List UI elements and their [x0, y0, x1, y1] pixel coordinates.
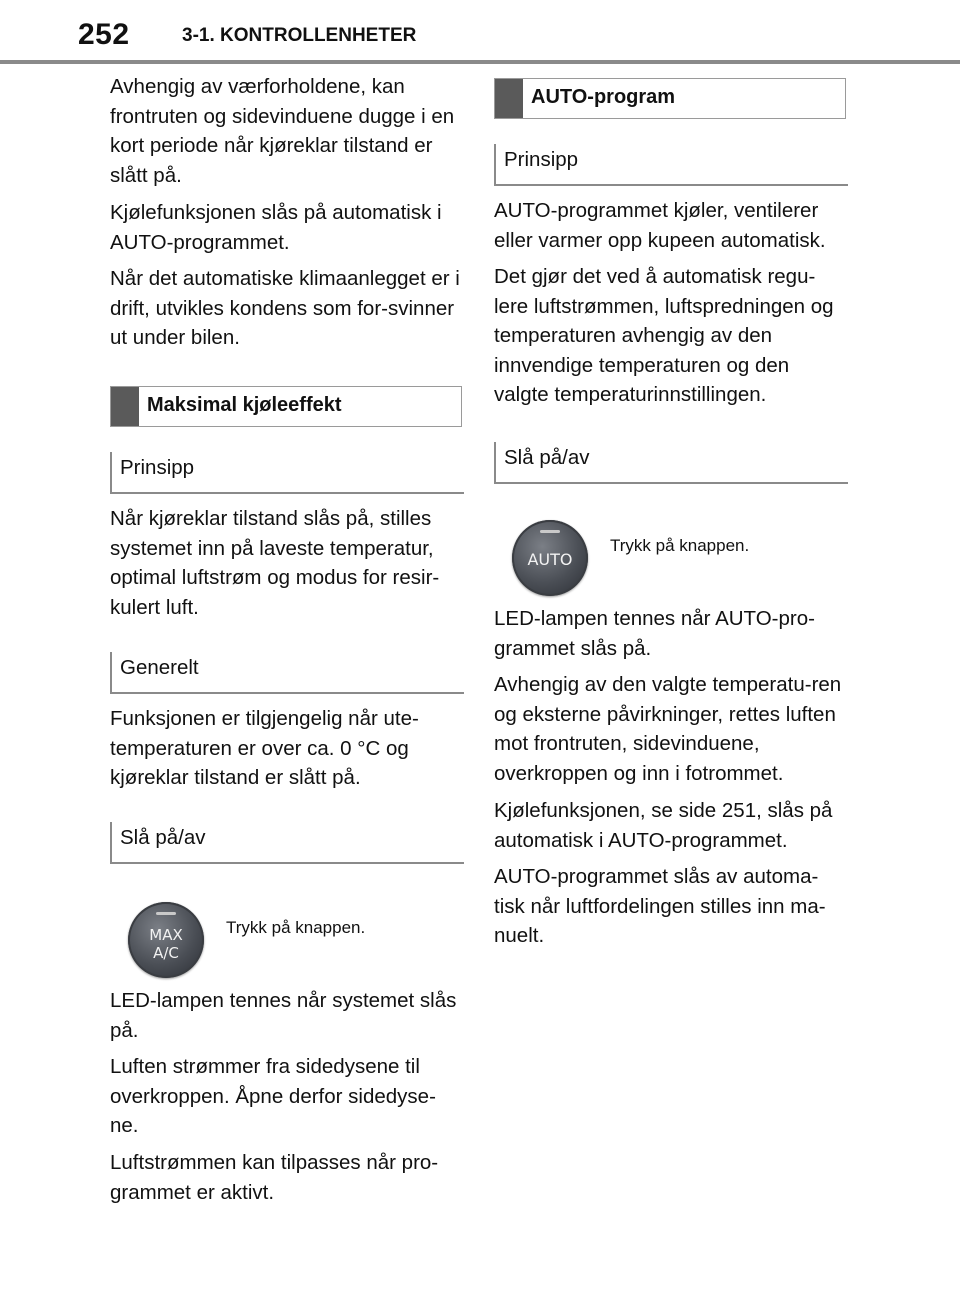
subheading-principle [110, 452, 464, 494]
page-header [0, 0, 960, 66]
heading-bar [111, 387, 139, 426]
subheading-on-off [494, 442, 848, 484]
auto-button-caption: Trykk på knappen. [610, 536, 750, 555]
auto-distribution-paragraph: Avhengig av den valgte temperatu-ren og eksterne påvirkninger, rettes luften mot frontruten, sidevinduene, overkroppen og inn i fotrommet. [494, 673, 842, 785]
auto-button-label: AUTO [527, 550, 573, 569]
subheading-label: Slå på/av [120, 826, 206, 849]
subheading-label: Generelt [120, 656, 199, 679]
auto-principle-paragraph-2: Det gjør det ved å automatisk regu-lere luftstrømmen, luftspredningen og temperaturen avhengig av den innvendige temperaturen og den valgte temperaturinnstillingen. [494, 265, 834, 406]
principle-paragraph: Når kjøreklar tilstand slås på, stilles systemet inn på laveste temperatur, optimal luftstrøm og modus for resir-kulert luft. [110, 507, 440, 619]
auto-button-illustration [512, 520, 592, 600]
adjust-paragraph: Luftstrømmen kan tilpasses når pro-grammet er aktivt. [110, 1151, 439, 1204]
subheading-label: Prinsipp [504, 148, 579, 171]
airflow-paragraph: Luften strømmer fra sidedysene til overkroppen. Åpne derfor sidedyse-ne. [110, 1055, 436, 1137]
led-indicator [540, 530, 560, 533]
auto-off-paragraph: AUTO-programmet slås av automa-tisk når luftfordelingen stilles inn ma-nuelt. [494, 865, 826, 947]
general-paragraph: Funksjonen er tilgjengelig når ute-temperaturen er over ca. 0 °C og kjøreklar tilstand er slått på. [110, 707, 419, 789]
auto-button[interactable] [512, 520, 588, 596]
section-heading-title: AUTO-program [531, 86, 676, 108]
section-heading-auto-program [494, 78, 846, 119]
intro-paragraph-1: Avhengig av værforholdene, kan frontruten og sidevinduene dugge i en kort periode når kjøreklar tilstand er slått på. [110, 75, 455, 187]
max-ac-button-line2: A/C [153, 944, 179, 962]
subheading-on-off [110, 822, 464, 864]
heading-bar [495, 79, 523, 118]
section-heading-title: Maksimal kjøleeffekt [147, 394, 342, 416]
auto-principle-paragraph-1: AUTO-programmet kjøler, ventilerer eller varmer opp kupeen automatisk. [494, 199, 826, 252]
max-ac-button-caption: Trykk på knappen. [226, 918, 366, 937]
header-divider [0, 60, 960, 64]
page-number: 252 [78, 18, 130, 51]
section-label: 3-1. KONTROLLENHETER [182, 25, 417, 46]
subheading-principle [494, 144, 848, 186]
led-paragraph: LED-lampen tennes når systemet slås på. [110, 989, 457, 1042]
max-ac-button-line1: MAX [149, 926, 183, 944]
max-ac-button-illustration [128, 902, 208, 982]
auto-led-paragraph: LED-lampen tennes når AUTO-pro-grammet slås på. [494, 607, 815, 660]
max-ac-button[interactable] [128, 902, 204, 978]
led-indicator [156, 912, 176, 915]
section-heading-max-cooling [110, 386, 462, 427]
intro-paragraph-2: Kjølefunksjonen slås på automatisk i AUTO-programmet. [110, 201, 442, 254]
subheading-label: Slå på/av [504, 446, 590, 469]
subheading-general [110, 652, 464, 694]
intro-paragraph-3: Når det automatiske klimaanlegget er i drift, utvikles kondens som for-svinner ut under bilen. [110, 267, 460, 349]
auto-cooling-paragraph: Kjølefunksjonen, se side 251, slås på automatisk i AUTO-programmet. [494, 799, 833, 852]
subheading-label: Prinsipp [120, 456, 195, 479]
